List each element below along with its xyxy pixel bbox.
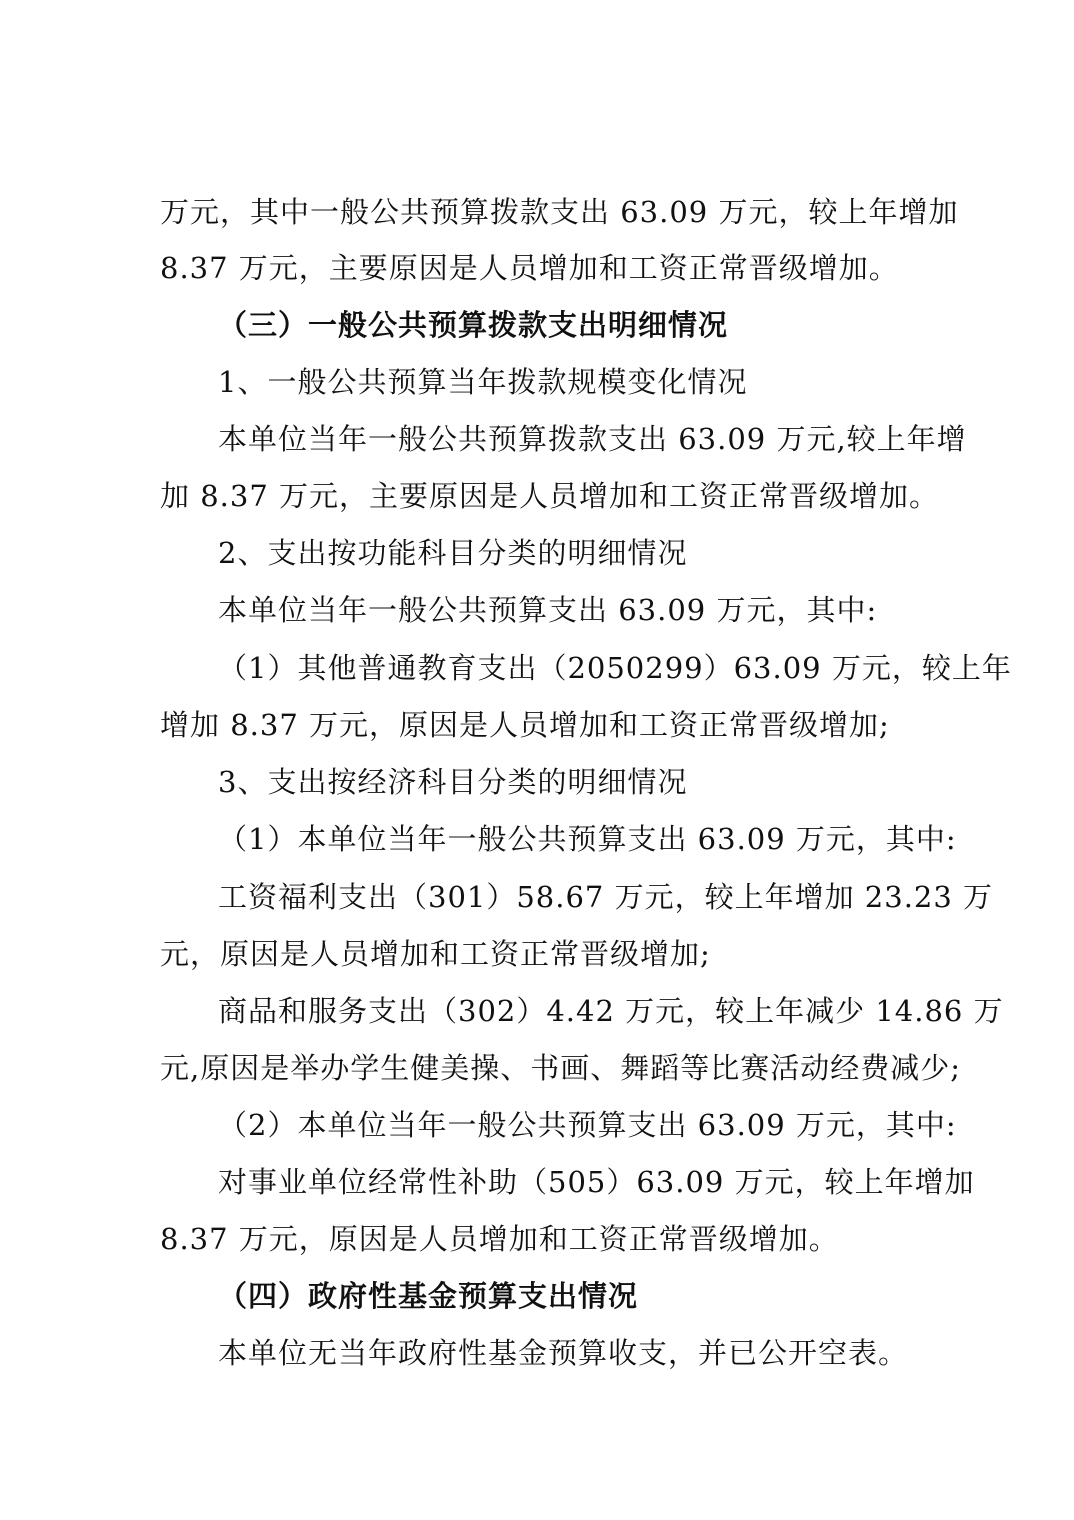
paragraph-line: 8.37 万元，主要原因是人员增加和工资正常晋级增加。 bbox=[160, 251, 899, 285]
paragraph-line: 商品和服务支出（302）4.42 万元，较上年减少 14.86 万 bbox=[218, 994, 1004, 1028]
paragraph-line: 本单位无当年政府性基金预算收支，并已公开空表。 bbox=[218, 1336, 909, 1370]
subsection-heading: 1、一般公共预算当年拨款规模变化情况 bbox=[218, 365, 748, 399]
paragraph-line: 元,原因是举办学生健美操、书画、舞蹈等比赛活动经费减少; bbox=[160, 1051, 961, 1085]
paragraph-line: 8.37 万元，原因是人员增加和工资正常晋级增加。 bbox=[160, 1222, 839, 1256]
section-heading: （四）政府性基金预算支出情况 bbox=[218, 1279, 639, 1313]
paragraph-line: （2）本单位当年一般公共预算支出 63.09 万元，其中: bbox=[218, 1108, 957, 1142]
paragraph-line: 本单位当年一般公共预算拨款支出 63.09 万元,较上年增 bbox=[218, 422, 967, 456]
paragraph-line: （1）其他普通教育支出（2050299）63.09 万元，较上年 bbox=[218, 651, 1012, 685]
paragraph-line: 本单位当年一般公共预算支出 63.09 万元，其中: bbox=[218, 593, 878, 627]
paragraph-line: 元，原因是人员增加和工资正常晋级增加; bbox=[160, 937, 711, 971]
subsection-heading: 2、支出按功能科目分类的明细情况 bbox=[218, 536, 688, 570]
section-heading: （三）一般公共预算拨款支出明细情况 bbox=[218, 308, 729, 342]
paragraph-line: 工资福利支出（301）58.67 万元，较上年增加 23.23 万 bbox=[218, 880, 994, 914]
paragraph-line: 增加 8.37 万元，原因是人员增加和工资正常晋级增加; bbox=[160, 708, 890, 742]
paragraph-line: 万元，其中一般公共预算拨款支出 63.09 万元，较上年增加 bbox=[160, 195, 959, 229]
paragraph-line: （1）本单位当年一般公共预算支出 63.09 万元，其中: bbox=[218, 822, 957, 856]
subsection-heading: 3、支出按经济科目分类的明细情况 bbox=[218, 765, 688, 799]
paragraph-line: 对事业单位经常性补助（505）63.09 万元，较上年增加 bbox=[218, 1165, 975, 1199]
paragraph-line: 加 8.37 万元，主要原因是人员增加和工资正常晋级增加。 bbox=[160, 479, 940, 513]
